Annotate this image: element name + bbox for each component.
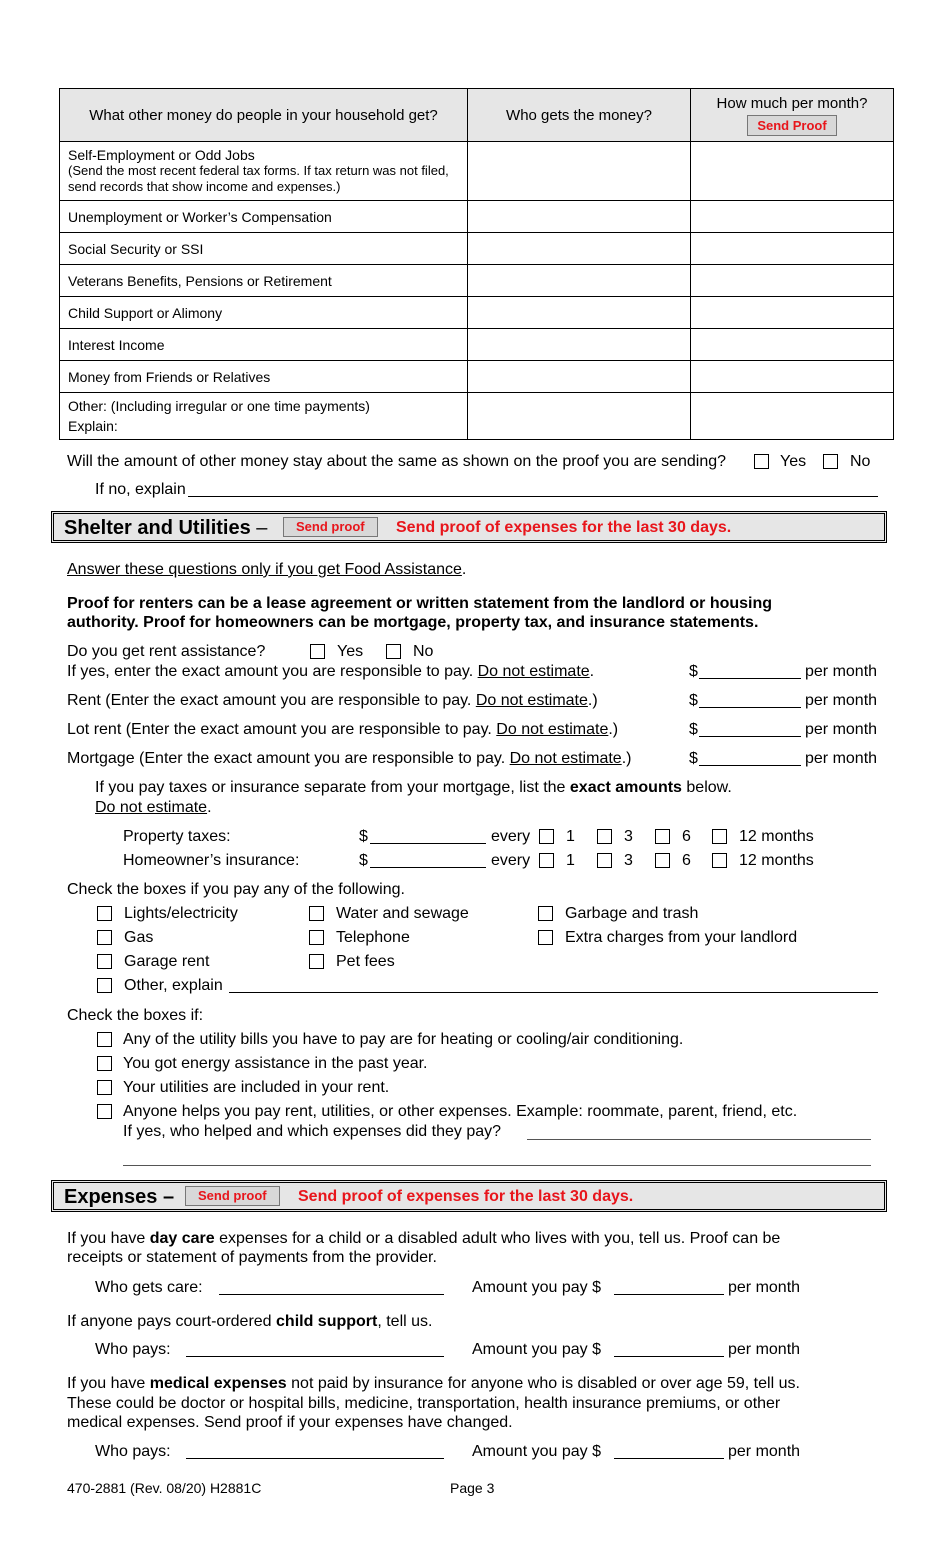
medical-bold: medical expenses bbox=[149, 1375, 287, 1392]
period-12-label: 12 months bbox=[739, 852, 814, 869]
income-source-note: Explain: bbox=[68, 418, 118, 434]
medical-intro-line2: These could be doctor or hospital bills, medicine, transportation, health insurance premiums, or other bbox=[67, 1395, 781, 1412]
helper-answer-field[interactable] bbox=[527, 1139, 871, 1140]
medical-who-pays-field[interactable] bbox=[186, 1458, 444, 1459]
table-row bbox=[60, 361, 894, 393]
per-month-label: per month bbox=[728, 1443, 801, 1460]
property-taxes-label: Property taxes: bbox=[123, 828, 231, 845]
per-month-label: per month bbox=[805, 663, 878, 680]
period-3-label: 3 bbox=[624, 852, 633, 869]
dollar-sign: $ bbox=[359, 852, 368, 869]
medical-intro-line1 bbox=[67, 1374, 800, 1394]
property-taxes-12-checkbox[interactable] bbox=[712, 829, 727, 844]
taxes-intro-bold: exact amounts bbox=[569, 779, 682, 796]
dollar-sign: $ bbox=[689, 750, 698, 767]
taxes-insurance-intro bbox=[95, 778, 732, 798]
taxes-intro-text: If you pay taxes or insurance separate from your mortgage, list the bbox=[95, 779, 566, 796]
shelter-section-header bbox=[51, 511, 887, 543]
food-assistance-note-text: Answer these questions only if you get Food Assistance bbox=[67, 561, 462, 578]
daycare-bold: day care bbox=[149, 1230, 215, 1247]
per-month-label: per month bbox=[805, 721, 878, 738]
lot-rent-amount-label: Lot rent (Enter the exact amount you are responsible to pay. Do not estimate.) bbox=[67, 721, 619, 738]
every-label: every bbox=[491, 828, 531, 845]
dollar-sign: $ bbox=[359, 828, 368, 845]
income-source-note: (Send the most recent federal tax forms. If tax return was not filed, send records that show income and expenses.) bbox=[68, 163, 449, 194]
child-support-text: If anyone pays court-ordered bbox=[67, 1313, 272, 1330]
other-money-no-label: No bbox=[850, 453, 871, 470]
taxes-do-not-estimate: Do not estimate. bbox=[95, 799, 212, 816]
other-money-question: Will the amount of other money stay about the same as shown on the proof you are sending? bbox=[67, 453, 727, 470]
period-12-label: 12 months bbox=[739, 828, 814, 845]
do-not-estimate-text: Do not estimate bbox=[509, 750, 622, 767]
who-gets-money-field[interactable] bbox=[468, 361, 691, 393]
child-support-who-pays-field[interactable] bbox=[186, 1356, 444, 1357]
per-month-label: per month bbox=[728, 1279, 801, 1296]
per-month-label: per month bbox=[805, 750, 878, 767]
income-source-label: Child Support or Alimony bbox=[60, 297, 468, 329]
daycare-intro-rest: expenses for a child or a disabled adult who lives with you, tell us. Proof can be bbox=[219, 1230, 781, 1247]
period-6-label: 6 bbox=[682, 852, 691, 869]
garage-rent-checkbox[interactable] bbox=[97, 954, 112, 969]
property-taxes-amount-field[interactable] bbox=[370, 843, 486, 844]
income-source-label: Social Security or SSI bbox=[60, 233, 468, 265]
telephone-checkbox[interactable] bbox=[309, 930, 324, 945]
pet-fees-label: Pet fees bbox=[336, 953, 395, 970]
lights-electricity-checkbox[interactable] bbox=[97, 906, 112, 921]
amount-per-month-field[interactable] bbox=[691, 297, 894, 329]
period-3-label: 3 bbox=[624, 828, 633, 845]
who-gets-money-field[interactable] bbox=[468, 142, 691, 201]
column-header-source: What other money do people in your household get? bbox=[60, 89, 468, 142]
shelter-title bbox=[64, 517, 267, 540]
pet-fees-checkbox[interactable] bbox=[309, 954, 324, 969]
column-header-who: Who gets the money? bbox=[468, 89, 691, 142]
income-source-label: Money from Friends or Relatives bbox=[60, 361, 468, 393]
expenses-title: Expenses – bbox=[64, 1186, 175, 1208]
medical-intro-line3: medical expenses. Send proof if your expenses have changed. bbox=[67, 1414, 513, 1431]
shelter-send-proof-button[interactable]: Send proof bbox=[283, 517, 378, 537]
someone-helps-checkbox[interactable] bbox=[97, 1104, 112, 1119]
proof-description-line2: authority. Proof for homeowners can be mortgage, property tax, and insurance statements. bbox=[67, 614, 759, 631]
table-row bbox=[60, 201, 894, 233]
income-source-cell bbox=[60, 393, 468, 440]
landlord-charges-checkbox[interactable] bbox=[538, 930, 553, 945]
form-id: 470-2881 (Rev. 08/20) H2881C bbox=[67, 1480, 262, 1496]
expenses-send-proof-button[interactable]: Send proof bbox=[185, 1186, 280, 1206]
daycare-intro-line2: receipts or statement of payments from the provider. bbox=[67, 1249, 437, 1266]
child-support-end: , tell us. bbox=[377, 1313, 433, 1330]
medical-who-pays-label: Who pays: bbox=[95, 1443, 171, 1460]
table-row bbox=[60, 233, 894, 265]
rent-assistance-amount-label: If yes, enter the exact amount you are responsible to pay. Do not estimate. bbox=[67, 663, 595, 680]
period-6-label: 6 bbox=[682, 828, 691, 845]
insurance-3-checkbox[interactable] bbox=[597, 853, 612, 868]
amount-per-month-field[interactable] bbox=[691, 201, 894, 233]
dollar-sign: $ bbox=[689, 721, 698, 738]
homeowners-insurance-label: Homeowner’s insurance: bbox=[123, 852, 300, 869]
child-support-intro bbox=[67, 1312, 432, 1332]
child-support-bold: child support bbox=[276, 1313, 378, 1330]
amount-line-text: Mortgage (Enter the exact amount you are responsible to pay. bbox=[67, 750, 506, 767]
energy-assistance-label: You got energy assistance in the past year. bbox=[123, 1055, 428, 1072]
amount-per-month-field[interactable] bbox=[691, 233, 894, 265]
pay-items-intro: Check the boxes if you pay any of the following. bbox=[67, 881, 405, 898]
daycare-intro-text: If you have bbox=[67, 1230, 146, 1247]
table-row bbox=[60, 393, 894, 440]
proof-description-line1: Proof for renters can be a lease agreement or written statement from the landlord or housing bbox=[67, 595, 773, 612]
rent-assistance-no-checkbox[interactable] bbox=[386, 644, 401, 659]
who-gets-money-field[interactable] bbox=[468, 201, 691, 233]
garage-rent-label: Garage rent bbox=[124, 953, 210, 970]
heating-cooling-label: Any of the utility bills you have to pay are for heating or cooling/air conditioning. bbox=[123, 1031, 684, 1048]
garbage-trash-checkbox[interactable] bbox=[538, 906, 553, 921]
who-gets-money-field[interactable] bbox=[468, 393, 691, 440]
rent-assistance-no-label: No bbox=[413, 643, 434, 660]
send-proof-button[interactable]: Send Proof bbox=[747, 115, 836, 136]
daycare-amount-field[interactable] bbox=[614, 1294, 724, 1295]
landlord-charges-label: Extra charges from your landlord bbox=[565, 929, 798, 946]
period-1-label: 1 bbox=[566, 852, 575, 869]
utilities-included-label: Your utilities are included in your rent. bbox=[123, 1079, 390, 1096]
amount-line-text: Lot rent (Enter the exact amount you are responsible to pay. bbox=[67, 721, 492, 738]
income-source-cell bbox=[60, 142, 468, 201]
rent-assistance-yes-label: Yes bbox=[337, 643, 364, 660]
other-money-explain-field[interactable] bbox=[188, 496, 878, 497]
who-gets-care-label: Who gets care: bbox=[95, 1279, 203, 1296]
amount-per-month-field[interactable] bbox=[691, 265, 894, 297]
expenses-proof-note: Send proof of expenses for the last 30 days. bbox=[298, 1188, 634, 1205]
do-not-estimate-text: Do not estimate bbox=[475, 692, 588, 709]
child-support-amount-field[interactable] bbox=[614, 1356, 724, 1357]
other-income-table bbox=[59, 88, 894, 440]
shelter-title-text: Shelter and Utilities bbox=[64, 517, 251, 539]
energy-assistance-checkbox[interactable] bbox=[97, 1056, 112, 1071]
lot-rent-amount-field[interactable] bbox=[699, 736, 801, 737]
amount-per-month-field[interactable] bbox=[691, 329, 894, 361]
per-month-label: per month bbox=[728, 1341, 801, 1358]
property-taxes-6-checkbox[interactable] bbox=[655, 829, 670, 844]
helper-answer-field-line2[interactable] bbox=[123, 1165, 871, 1166]
property-taxes-1-checkbox[interactable] bbox=[539, 829, 554, 844]
other-money-explain-label: If no, explain bbox=[95, 481, 186, 498]
other-money-yes-checkbox[interactable] bbox=[754, 454, 769, 469]
every-label: every bbox=[491, 852, 531, 869]
dollar-sign: $ bbox=[689, 692, 698, 709]
water-sewage-label: Water and sewage bbox=[336, 905, 469, 922]
amount-per-month-field[interactable] bbox=[691, 361, 894, 393]
medical-amount-field[interactable] bbox=[614, 1458, 724, 1459]
helper-question: If yes, who helped and which expenses did they pay? bbox=[123, 1123, 502, 1140]
table-row bbox=[60, 329, 894, 361]
rent-amount-label: Rent (Enter the exact amount you are responsible to pay. Do not estimate.) bbox=[67, 692, 598, 709]
do-not-estimate-text: Do not estimate bbox=[95, 799, 208, 816]
check-if-intro: Check the boxes if: bbox=[67, 1007, 204, 1024]
who-gets-money-field[interactable] bbox=[468, 233, 691, 265]
per-month-label: per month bbox=[805, 692, 878, 709]
who-gets-care-field[interactable] bbox=[219, 1294, 444, 1295]
expenses-section-header bbox=[51, 1180, 887, 1212]
table-row bbox=[60, 297, 894, 329]
other-expense-checkbox[interactable] bbox=[97, 978, 112, 993]
amount-you-pay-label: Amount you pay $ bbox=[472, 1341, 601, 1358]
amount-you-pay-label: Amount you pay $ bbox=[472, 1279, 601, 1296]
rent-amount-field[interactable] bbox=[699, 707, 801, 708]
insurance-1-checkbox[interactable] bbox=[539, 853, 554, 868]
medical-intro-text: If you have bbox=[67, 1375, 146, 1392]
amount-per-month-field[interactable] bbox=[691, 142, 894, 201]
column-header-amount bbox=[691, 89, 894, 142]
lights-electricity-label: Lights/electricity bbox=[124, 905, 238, 922]
rent-assistance-amount-field[interactable] bbox=[699, 678, 801, 679]
someone-helps-label: Anyone helps you pay rent, utilities, or other expenses. Example: roommate, parent, friend, etc. bbox=[123, 1103, 798, 1120]
other-money-yes-label: Yes bbox=[780, 453, 807, 470]
dollar-sign: $ bbox=[689, 663, 698, 680]
who-gets-money-field[interactable] bbox=[468, 329, 691, 361]
who-gets-money-field[interactable] bbox=[468, 297, 691, 329]
other-money-no-checkbox[interactable] bbox=[823, 454, 838, 469]
telephone-label: Telephone bbox=[336, 929, 410, 946]
taxes-intro-end: below. bbox=[686, 779, 732, 796]
do-not-estimate-text: Do not estimate bbox=[477, 663, 590, 680]
income-source-label: Other: (Including irregular or one time payments) bbox=[68, 398, 370, 414]
income-source-label: Unemployment or Worker’s Compensation bbox=[60, 201, 468, 233]
shelter-title-dash: – bbox=[256, 517, 268, 539]
food-assistance-note bbox=[67, 560, 466, 580]
water-sewage-checkbox[interactable] bbox=[309, 906, 324, 921]
insurance-6-checkbox[interactable] bbox=[655, 853, 670, 868]
food-assistance-note-end: . bbox=[461, 561, 467, 578]
column-header-amount-label: How much per month? bbox=[716, 94, 868, 112]
income-source-label: Self-Employment or Odd Jobs bbox=[68, 147, 255, 163]
homeowners-insurance-amount-field[interactable] bbox=[370, 867, 486, 868]
page-number: Page 3 bbox=[450, 1480, 495, 1496]
heating-cooling-checkbox[interactable] bbox=[97, 1032, 112, 1047]
child-support-who-pays-label: Who pays: bbox=[95, 1341, 171, 1358]
do-not-estimate-text: Do not estimate bbox=[496, 721, 609, 738]
other-explain-label: Other, explain bbox=[124, 977, 223, 994]
gas-label: Gas bbox=[124, 929, 154, 946]
amount-line-text: Rent (Enter the exact amount you are responsible to pay. bbox=[67, 692, 472, 709]
period-1-label: 1 bbox=[566, 828, 575, 845]
rent-assistance-question: Do you get rent assistance? bbox=[67, 643, 266, 660]
rent-assistance-yes-checkbox[interactable] bbox=[310, 644, 325, 659]
property-taxes-3-checkbox[interactable] bbox=[597, 829, 612, 844]
table-header-row bbox=[60, 89, 894, 142]
daycare-intro-line1 bbox=[67, 1229, 780, 1249]
gas-checkbox[interactable] bbox=[97, 930, 112, 945]
mortgage-amount-field[interactable] bbox=[699, 765, 801, 766]
amount-per-month-field[interactable] bbox=[691, 393, 894, 440]
utilities-included-checkbox[interactable] bbox=[97, 1080, 112, 1095]
amount-line-text: If yes, enter the exact amount you are responsible to pay. bbox=[67, 663, 474, 680]
who-gets-money-field[interactable] bbox=[468, 265, 691, 297]
table-row bbox=[60, 265, 894, 297]
garbage-trash-label: Garbage and trash bbox=[565, 905, 699, 922]
medical-intro-rest: not paid by insurance for anyone who is disabled or over age 59, tell us. bbox=[291, 1375, 800, 1392]
shelter-proof-note: Send proof of expenses for the last 30 days. bbox=[396, 519, 732, 536]
income-source-label: Veterans Benefits, Pensions or Retirement bbox=[60, 265, 468, 297]
table-row bbox=[60, 142, 894, 201]
income-source-label: Interest Income bbox=[60, 329, 468, 361]
mortgage-amount-label: Mortgage (Enter the exact amount you are responsible to pay. Do not estimate.) bbox=[67, 750, 632, 767]
amount-you-pay-label: Amount you pay $ bbox=[472, 1443, 601, 1460]
other-explain-field[interactable] bbox=[229, 992, 878, 993]
insurance-12-checkbox[interactable] bbox=[712, 853, 727, 868]
